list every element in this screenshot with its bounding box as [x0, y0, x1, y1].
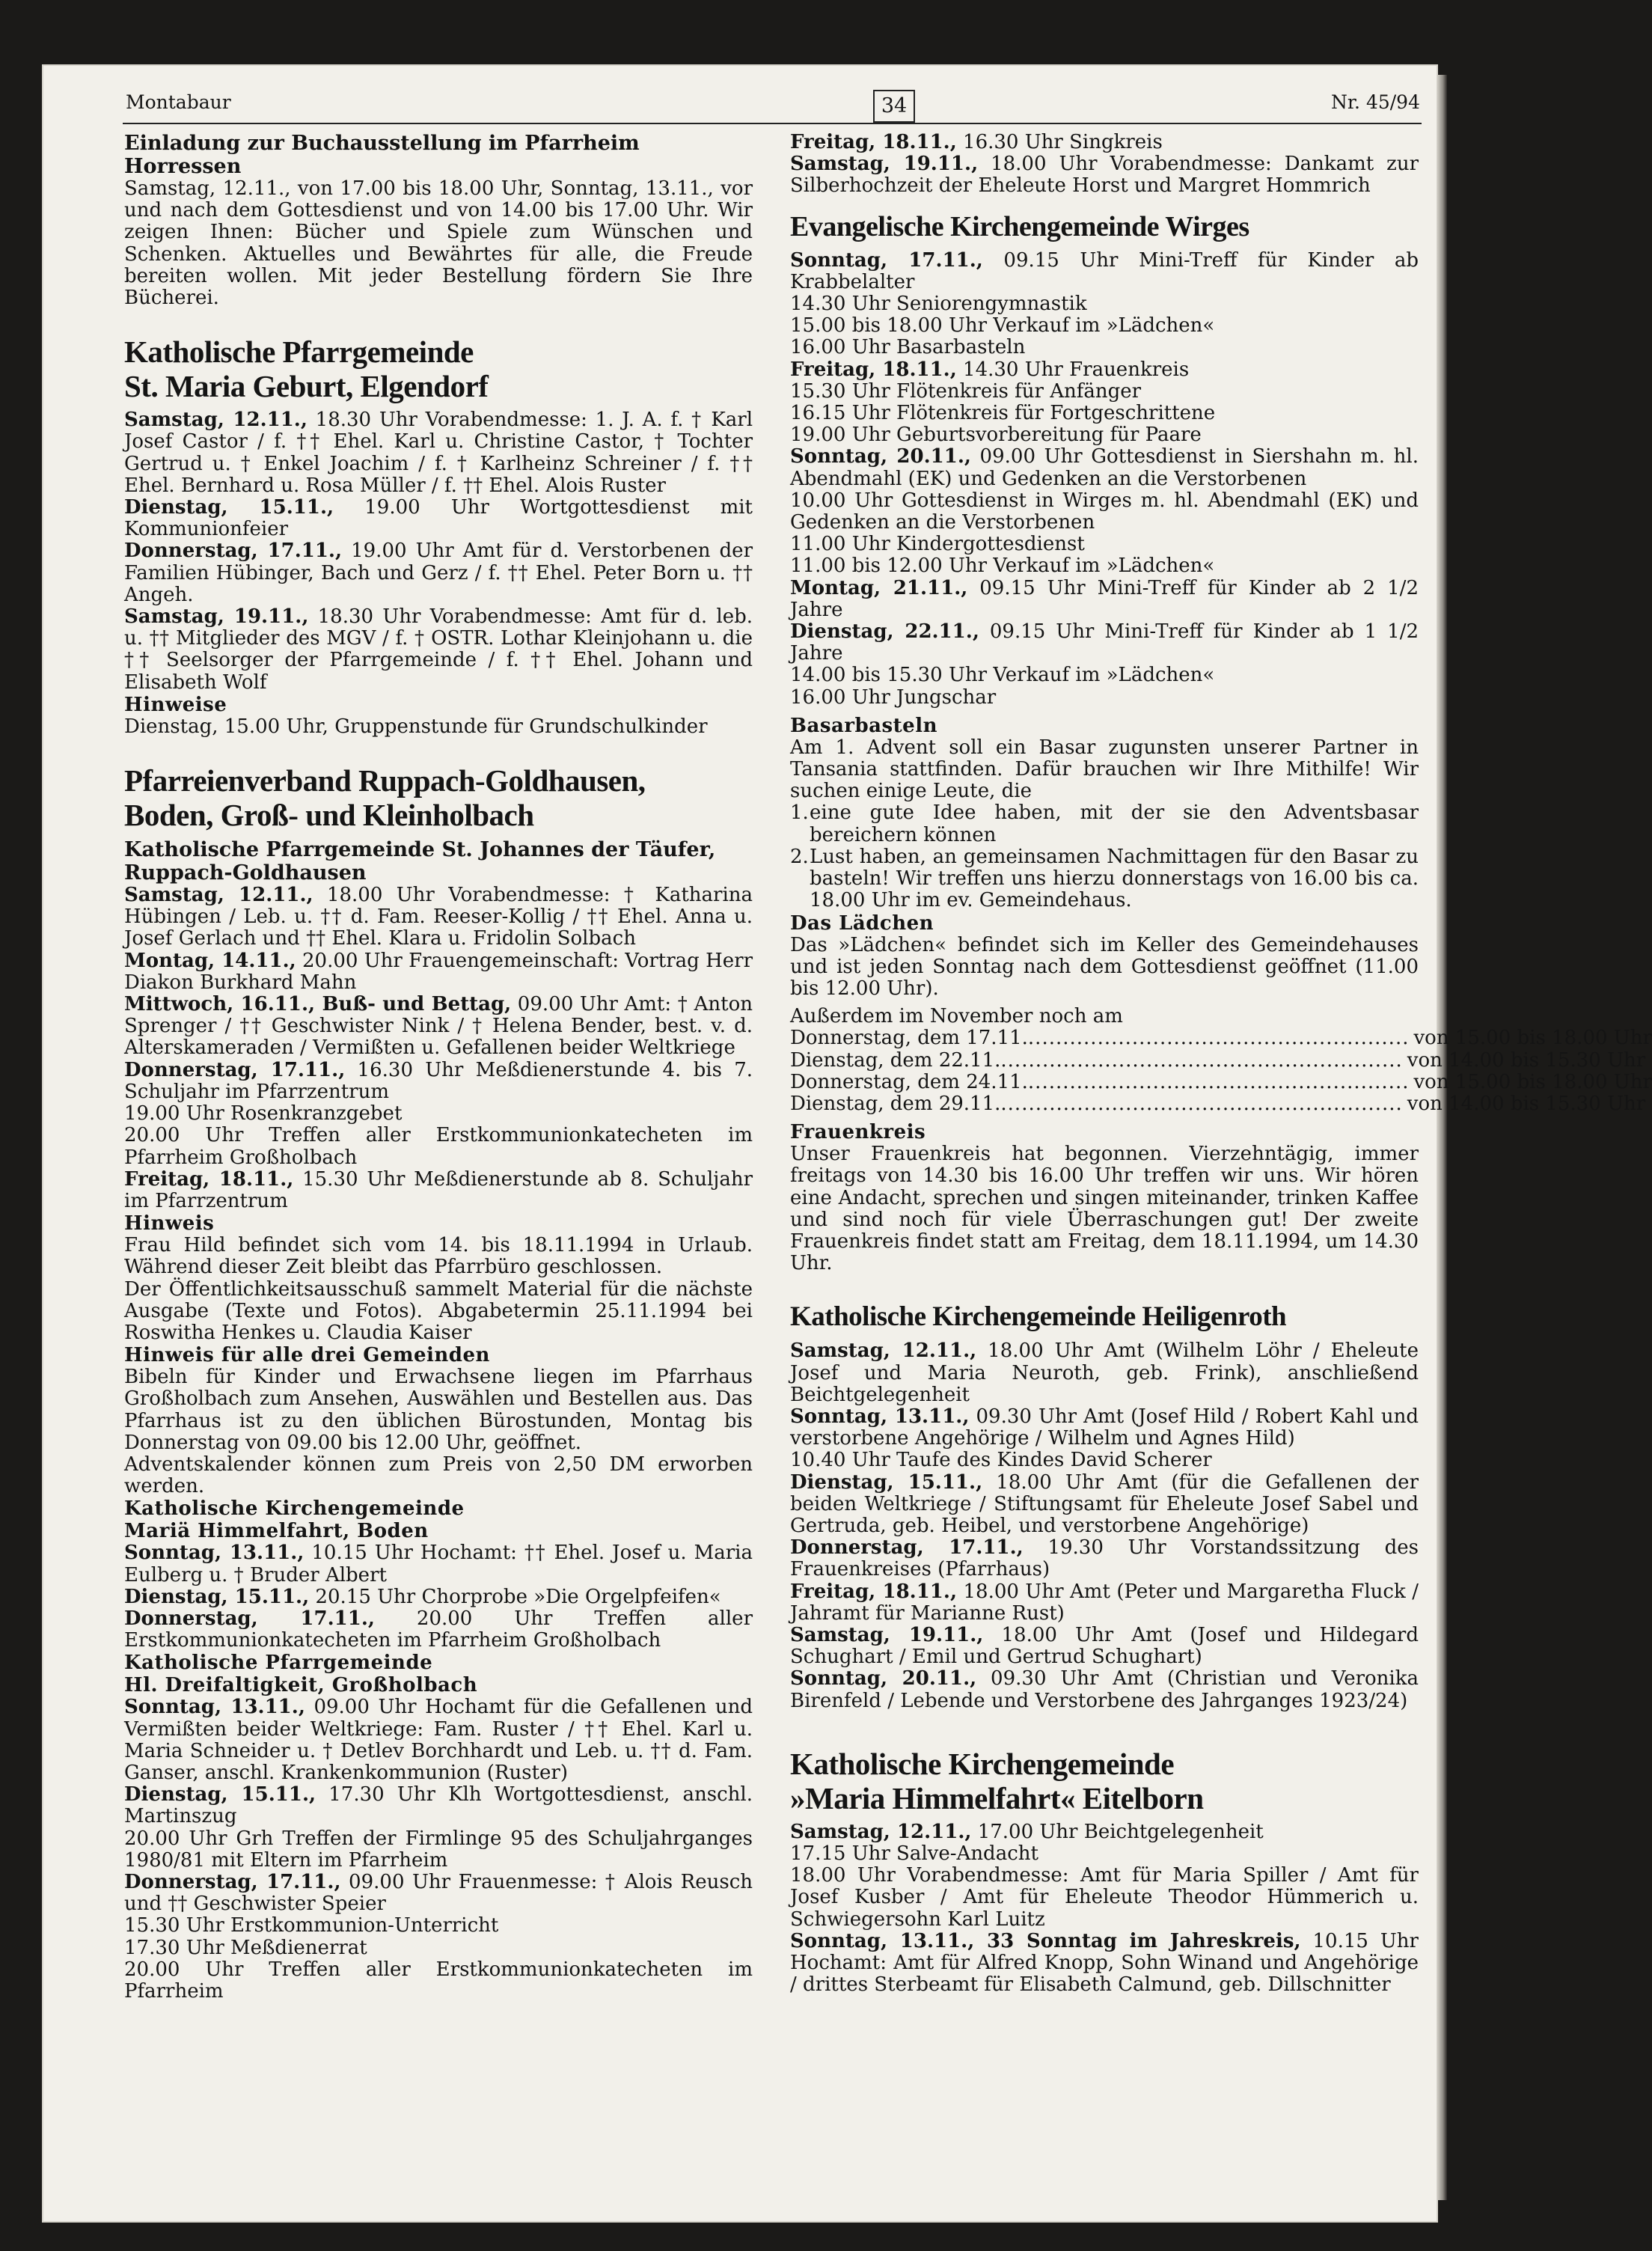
list-item: Montag, 21.11., 09.15 Uhr Mini-Treff für Kinder ab 2 1/2 Jahre	[790, 576, 1419, 621]
laedchen-heading: Das Lädchen	[790, 911, 934, 935]
table-row: Donnerstag, dem 24.11. ....................................................... von 15.00 bis 18.00 Uhr	[790, 1070, 1652, 1093]
left-column	[124, 132, 753, 2003]
list-item: 15.30 Uhr Erstkommunion-Unterricht	[124, 1914, 499, 1937]
hinweise-text: Dienstag, 15.00 Uhr, Gruppenstunde für Grundschulkinder	[124, 715, 708, 738]
table-row: Dienstag, dem 29.11. .......................................................... von 14.00 bis 15.30 Uhr	[790, 1092, 1646, 1115]
basar-list-item-1: 1. eine gute Idee haben, mit der sie den Adventsbasar bereichern können	[790, 801, 1419, 846]
list-item: Donnerstag, 17.11., 09.00 Uhr Frauenmesse: † Alois Reusch und †† Geschwister Speier	[124, 1870, 753, 1916]
list-item: 20.00 Uhr Grh Treffen der Firmlinge 95 des Schuljahrganges 1980/81 mit Eltern im Pfarrheim	[124, 1827, 753, 1872]
list-item: Freitag, 18.11., 18.00 Uhr Amt (Peter und Margaretha Fluck / Jahramt für Marianne Rust)	[790, 1580, 1419, 1625]
frauenkreis-heading: Frauenkreis	[790, 1121, 926, 1144]
boden-heading-2: Mariä Himmelfahrt, Boden	[124, 1520, 429, 1543]
list-item: Donnerstag, 17.11., 16.30 Uhr Meßdienerstunde 4. bis 7. Schuljahr im Pfarrzentrum	[124, 1058, 753, 1103]
grossholbach-heading-2: Hl. Dreifaltigkeit, Großholbach	[124, 1674, 478, 1697]
list-item: Dienstag, 15.11., 17.30 Uhr Klh Wortgottesdienst, anschl. Martinszug	[124, 1783, 753, 1828]
list-item: Donnerstag, 17.11., 20.00 Uhr Treffen aller Erstkommunionkatecheten im Pfarrheim Großholbach	[124, 1607, 753, 1652]
list-item: Sonntag, 17.11., 09.15 Uhr Mini-Treff für Kinder ab Krabbelalter	[790, 248, 1419, 293]
right-column	[790, 131, 1652, 1997]
list-item: 11.00 bis 12.00 Uhr Verkauf im »Lädchen«	[790, 555, 1215, 578]
list-item: Sonntag, 13.11., 33 Sonntag im Jahreskreis, 10.15 Uhr Hochamt: Amt für Alfred Knopp, Sohn Winand und Angehörige / drittes Sterbeamt für Elisabeth Calmund, geb. Dillschnitter	[790, 1929, 1419, 1997]
list-item: Freitag, 18.11., 14.30 Uhr Frauenkreis	[790, 358, 1190, 381]
grossholbach-heading-1: Katholische Pfarrgemeinde	[124, 1652, 433, 1675]
running-head-town: Montabaur	[126, 91, 231, 113]
list-item: Samstag, 19.11., 18.30 Uhr Vorabendmesse: Amt für d. leb. u. †† Mitglieder des MGV / f. † OSTR. Lothar Kleinjohann u. die †† Seelsorger der Pfarrgemeinde / f. †† Ehel. Johann und Elisabeth Wolf	[124, 605, 753, 694]
list-item: 18.00 Uhr Vorabendmesse: Amt für Maria Spiller / Amt für Josef Kusber / Amt für Eheleute Theodor Hümmerich u. Schwiegersohn Karl Luitz	[790, 1864, 1419, 1931]
frauenkreis-text: Unser Frauenkreis hat begonnen. Vierzehntägig, immer freitags von 14.30 bis 16.00 Uhr treffen wir uns. Wir hören eine Andacht, sprechen und singen miteinander, trinken Kaffee und sind noch für viele Überraschungen gut! Der zweite Frauenkreis findet statt am Freitag, dem 18.11.1994, um 14.30 Uhr.	[790, 1143, 1419, 1275]
list-item: Dienstag, 15.11., 19.00 Uhr Wortgottesdienst mit Kommunionfeier	[124, 496, 753, 541]
intro-text: Samstag, 12.11., von 17.00 bis 18.00 Uhr, Sonntag, 13.11., vor und nach dem Gottesdienst und von 14.00 bis 17.00 Uhr. Wir zeigen Ihnen: Bücher und Spiele zum Wünschen und Schenken. Aktuelles und Bewährtes für alle, die Freude bereiten wollen. Mit jeder Bestellung fördern Sie Ihre Bücherei.	[124, 177, 753, 310]
list-item: Samstag, 12.11., 18.30 Uhr Vorabendmesse: 1. J. A. f. † Karl Josef Castor / f. †† Ehel. Karl u. Christine Castor, † Tochter Gertrud u. † Enkel Joachim / f. † Karlheinz Schreiner / f. †† Ehel. Bernhard u. Rosa Müller / f. †† Ehel. Alois Ruster	[124, 409, 753, 497]
list-item: Samstag, 12.11., 18.00 Uhr Vorabendmesse: † Katharina Hübingen / Leb. u. †† d. Fam. Reeser-Kollig / †† Ehel. Anna u. Josef Gerlach und †† Ehel. Klara u. Fridolin Solbach	[124, 884, 753, 950]
list-item: Sonntag, 13.11., 09.00 Uhr Hochamt für die Gefallenen und Vermißten beider Weltkriege: Fam. Ruster / †† Ehel. Karl u. Maria Schneider u. † Detlev Borchhardt und Leb. u. †† d. Fam. Ganser, anschl. Krankenkommunion (Ruster)	[124, 1696, 753, 1784]
list-item: 14.00 bis 15.30 Uhr Verkauf im »Lädchen«	[790, 664, 1215, 687]
list-item: Samstag, 19.11., 18.00 Uhr Amt (Josef und Hildegard Schughart / Emil und Gertrud Schughart)	[790, 1623, 1419, 1669]
list-item: 14.30 Uhr Seniorengymnastik	[790, 293, 1087, 316]
laedchen-text: Das »Lädchen« befindet sich im Keller des Gemeindehauses und ist jeden Sonntag nach dem Gottesdienst geöffnet (11.00 bis 12.00 Uhr).	[790, 933, 1419, 1000]
list-item: Dienstag, 15.11., 18.00 Uhr Amt (für die Gefallenen der beiden Weltkriege / Stiftungsamt für Eheleute Josef Sabel und Gertruda, geb. Heibel, und verstorbene Angehörige)	[790, 1470, 1419, 1537]
list-item: Sonntag, 13.11., 10.15 Uhr Hochamt: †† Ehel. Josef u. Maria Eulberg u. † Bruder Albert	[124, 1542, 753, 1586]
list-item: Sonntag, 20.11., 09.30 Uhr Amt (Christian und Veronika Birenfeld / Lebende und Verstorbene des Jahrganges 1923/24)	[790, 1667, 1419, 1712]
eitelborn-heading-1: Katholische Kirchengemeinde	[790, 1746, 1175, 1781]
table-row: Dienstag, dem 22.11. .......................................................... von 14.00 bis 15.30 Uhr	[790, 1048, 1646, 1072]
list-item: Freitag, 18.11., 16.30 Uhr Singkreis	[790, 131, 1163, 153]
boden-heading-1: Katholische Kirchengemeinde	[124, 1497, 465, 1521]
page-edge	[1437, 75, 1447, 2200]
page-number: 34	[873, 90, 915, 123]
list-item: Sonntag, 20.11., 09.00 Uhr Gottesdienst in Siershahn m. hl. Abendmahl (EK) und Gedenken an die Verstorbenen	[790, 445, 1419, 490]
intro-title: Einladung zur Buchausstellung im Pfarrheim Horressen	[124, 132, 640, 178]
alle-gemeinden-heading: Hinweis für alle drei Gemeinden	[124, 1344, 490, 1367]
list-item: Samstag, 12.11., 17.00 Uhr Beichtgelegenheit	[790, 1820, 1264, 1843]
list-item: Dienstag, 15.11., 20.15 Uhr Chorprobe »Die Orgelpfeifen«	[124, 1585, 721, 1608]
heiligenroth-heading: Katholische Kirchengemeinde Heiligenroth	[790, 1301, 1287, 1333]
elgendorf-heading-2: St. Maria Geburt, Elgendorf	[124, 369, 489, 404]
table-row: Donnerstag, dem 17.11. ....................................................... von 15.00 bis 18.00 Uhr	[790, 1027, 1652, 1050]
ruppach-heading-2: Ruppach-Goldhausen	[124, 861, 367, 885]
hinweis-text-2: Der Öffentlichkeitsausschuß sammelt Material für die nächste Ausgabe (Texte und Fotos). Abgabetermin 25.11.1994 bei Roswitha Henkes u. Claudia Kaiser	[124, 1277, 753, 1344]
list-item: Samstag, 12.11., 18.00 Uhr Amt (Wilhelm Löhr / Eheleute Josef und Maria Neuroth, geb. Frink), anschließend Beichtgelegenheit	[790, 1340, 1419, 1406]
list-item: 15.00 bis 18.00 Uhr Verkauf im »Lädchen«	[790, 314, 1215, 338]
list-item: 10.40 Uhr Taufe des Kindes David Scherer	[790, 1449, 1212, 1472]
alle-gemeinden-text: Bibeln für Kinder und Erwachsene liegen im Pfarrhaus Großholbach zum Ansehen, Auswählen und Bestellen aus. Das Pfarrhaus ist zu den üblichen Bürostunden, Montag bis Donnerstag von 09.00 bis 12.00 Uhr, geöffnet.	[124, 1366, 753, 1454]
list-item: Donnerstag, 17.11., 19.00 Uhr Amt für d. Verstorbenen der Familien Hübinger, Bach und Gerz / f. †† Ehel. Peter Born u. †† Angeh.	[124, 540, 753, 606]
laedchen-text-2: Außerdem im November noch am	[790, 1005, 1123, 1028]
ruppach-heading-1: Katholische Pfarrgemeinde St. Johannes der Täufer,	[124, 838, 716, 862]
eitelborn-heading-2: »Maria Himmelfahrt« Eitelborn	[790, 1780, 1204, 1815]
elgendorf-heading-1: Katholische Pfarrgemeinde	[124, 335, 474, 370]
basarbasteln-heading: Basarbasteln	[790, 714, 938, 737]
list-item: 17.30 Uhr Meßdienerrat	[124, 1936, 367, 1959]
list-item: Donnerstag, 17.11., 19.30 Uhr Vorstandssitzung des Frauenkreises (Pfarrhaus)	[790, 1536, 1419, 1581]
verband-heading-1: Pfarreienverband Ruppach-Goldhausen,	[124, 763, 646, 798]
list-item: 19.00 Uhr Rosenkranzgebet	[124, 1102, 403, 1126]
running-head	[123, 88, 1422, 124]
hinweis-text: Frau Hild befindet sich vom 14. bis 18.11.1994 in Urlaub. Während dieser Zeit bleibt das Pfarrbüro geschlossen.	[124, 1234, 753, 1279]
list-item: 15.30 Uhr Flötenkreis für Anfänger	[790, 379, 1142, 403]
list-item: Mittwoch, 16.11., Buß- und Bettag, 09.00 Uhr Amt: † Anton Sprenger / †† Geschwister Nink / † Helena Bender, best. v. d. Alterskameraden / Vermißten u. Gefallenen beider Weltkriege	[124, 993, 753, 1060]
basar-list-item-2: 2. Lust haben, an gemeinsamen Nachmittagen für den Basar zu basteln! Wir treffen uns hierzu donnerstags von 16.00 bis ca. 18.00 Uhr im ev. Gemeindehaus.	[790, 845, 1419, 912]
opening-dates-table	[790, 1027, 1652, 1115]
list-item: 20.00 Uhr Treffen aller Erstkommunionkatecheten im Pfarrheim	[124, 1958, 753, 2003]
list-item: Montag, 14.11., 20.00 Uhr Frauengemeinschaft: Vortrag Herr Diakon Burkhard Mahn	[124, 949, 753, 994]
list-item: 19.00 Uhr Geburtsvorbereitung für Paare	[790, 424, 1202, 447]
hinweise-heading: Hinweise	[124, 693, 227, 716]
verband-heading-2: Boden, Groß- und Kleinholbach	[124, 798, 534, 833]
list-item: Sonntag, 13.11., 09.30 Uhr Amt (Josef Hild / Robert Kahl und verstorbene Angehörige / Wilhelm und Agnes Hild)	[790, 1405, 1419, 1450]
wirges-heading: Evangelische Kirchengemeinde Wirges	[790, 210, 1249, 242]
list-item: 16.00 Uhr Basarbasteln	[790, 336, 1026, 359]
basarbasteln-text: Am 1. Advent soll ein Basar zugunsten unserer Partner in Tansania stattfinden. Dafür brauchen wir Ihre Mithilfe! Wir suchen einige Leute, die	[790, 736, 1419, 803]
list-item: Dienstag, 22.11., 09.15 Uhr Mini-Treff für Kinder ab 1 1/2 Jahre	[790, 620, 1419, 665]
list-item: Freitag, 18.11., 15.30 Uhr Meßdienerstunde ab 8. Schuljahr im Pfarrzentrum	[124, 1167, 753, 1212]
list-item: 11.00 Uhr Kindergottesdienst	[790, 533, 1085, 556]
list-item: 20.00 Uhr Treffen aller Erstkommunionkatecheten im Pfarrheim Großholbach	[124, 1124, 753, 1169]
issue-number: Nr. 45/94	[1330, 91, 1420, 113]
alle-gemeinden-text-2: Adventskalender können zum Preis von 2,50 DM erworben werden.	[124, 1453, 753, 1498]
list-item: 16.15 Uhr Flötenkreis für Fortgeschrittene	[790, 402, 1216, 425]
list-item: 17.15 Uhr Salve-Andacht	[790, 1842, 1038, 1865]
list-item: Samstag, 19.11., 18.00 Uhr Vorabendmesse: Dankamt zur Silberhochzeit der Eheleute Horst und Margret Hommrich	[790, 153, 1419, 198]
list-item: 16.00 Uhr Jungschar	[790, 685, 997, 709]
hinweis-heading: Hinweis	[124, 1212, 215, 1236]
list-item: 10.00 Uhr Gottesdienst in Wirges m. hl. Abendmahl (EK) und Gedenken an die Verstorbenen	[790, 489, 1419, 534]
